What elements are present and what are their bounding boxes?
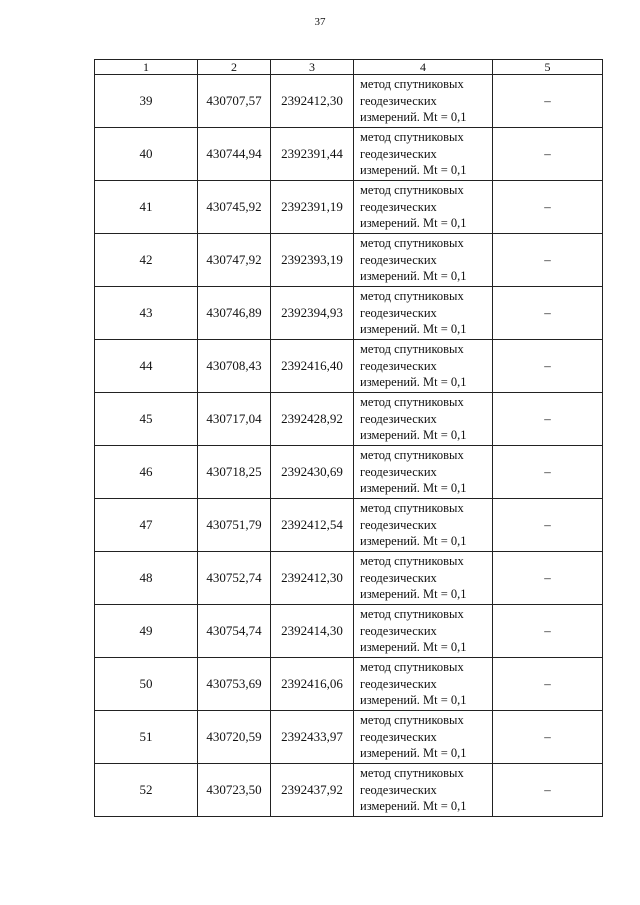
x-coordinate-cell: 430717,04 (198, 393, 271, 446)
method-line: измерений. Mt = 0,1 (360, 428, 467, 443)
method-line: измерений. Mt = 0,1 (360, 640, 467, 655)
method-line: метод спутниковых (360, 183, 464, 198)
point-number-cell: 42 (95, 234, 198, 287)
note-cell: – (493, 75, 603, 128)
note-cell: – (493, 764, 603, 817)
note-cell: – (493, 711, 603, 764)
method-cell (354, 446, 493, 499)
method-cell (354, 711, 493, 764)
y-coordinate-cell: 2392391,44 (271, 128, 354, 181)
point-number-cell: 50 (95, 658, 198, 711)
x-coordinate-cell: 430752,74 (198, 552, 271, 605)
method-cell (354, 393, 493, 446)
method-line: геодезических (360, 411, 437, 426)
note-cell: – (493, 340, 603, 393)
y-coordinate-cell: 2392437,92 (271, 764, 354, 817)
point-number-cell: 44 (95, 340, 198, 393)
note-cell: – (493, 446, 603, 499)
table-row (95, 446, 603, 499)
method-cell (354, 552, 493, 605)
method-line: измерений. Mt = 0,1 (360, 746, 467, 761)
method-line: измерений. Mt = 0,1 (360, 322, 467, 337)
y-coordinate-cell: 2392412,30 (271, 75, 354, 128)
y-coordinate-cell: 2392391,19 (271, 181, 354, 234)
header-cell-3: 3 (271, 60, 354, 75)
method-line: измерений. Mt = 0,1 (360, 481, 467, 496)
table-row (95, 764, 603, 817)
x-coordinate-cell: 430707,57 (198, 75, 271, 128)
method-line: метод спутниковых (360, 289, 464, 304)
method-line: геодезических (360, 305, 437, 320)
y-coordinate-cell: 2392428,92 (271, 393, 354, 446)
method-cell (354, 764, 493, 817)
x-coordinate-cell: 430718,25 (198, 446, 271, 499)
method-line: измерений. Mt = 0,1 (360, 587, 467, 602)
y-coordinate-cell: 2392430,69 (271, 446, 354, 499)
note-cell: – (493, 552, 603, 605)
table-row (95, 234, 603, 287)
table-row (95, 499, 603, 552)
method-line: метод спутниковых (360, 342, 464, 357)
note-cell: – (493, 393, 603, 446)
table-row (95, 128, 603, 181)
method-line: метод спутниковых (360, 607, 464, 622)
method-line: измерений. Mt = 0,1 (360, 110, 467, 125)
point-number-cell: 51 (95, 711, 198, 764)
method-line: измерений. Mt = 0,1 (360, 693, 467, 708)
note-cell: – (493, 128, 603, 181)
method-cell (354, 181, 493, 234)
point-number-cell: 49 (95, 605, 198, 658)
y-coordinate-cell: 2392412,54 (271, 499, 354, 552)
point-number-cell: 45 (95, 393, 198, 446)
x-coordinate-cell: 430754,74 (198, 605, 271, 658)
method-line: метод спутниковых (360, 130, 464, 145)
table-row (95, 658, 603, 711)
point-number-cell: 40 (95, 128, 198, 181)
note-cell: – (493, 234, 603, 287)
method-line: геодезических (360, 517, 437, 532)
x-coordinate-cell: 430744,94 (198, 128, 271, 181)
method-line: измерений. Mt = 0,1 (360, 375, 467, 390)
note-cell: – (493, 499, 603, 552)
method-cell (354, 658, 493, 711)
y-coordinate-cell: 2392416,40 (271, 340, 354, 393)
table-row (95, 393, 603, 446)
method-cell (354, 499, 493, 552)
table-row (95, 287, 603, 340)
point-number-cell: 52 (95, 764, 198, 817)
y-coordinate-cell: 2392412,30 (271, 552, 354, 605)
note-cell: – (493, 181, 603, 234)
method-line: метод спутниковых (360, 766, 464, 781)
header-cell-2: 2 (198, 60, 271, 75)
page-number: 37 (314, 16, 326, 28)
point-number-cell: 47 (95, 499, 198, 552)
note-cell: – (493, 605, 603, 658)
header-cell-4: 4 (354, 60, 493, 75)
note-cell: – (493, 287, 603, 340)
method-line: метод спутниковых (360, 448, 464, 463)
method-line: метод спутниковых (360, 713, 464, 728)
method-cell (354, 287, 493, 340)
table-row (95, 181, 603, 234)
x-coordinate-cell: 430747,92 (198, 234, 271, 287)
table-row (95, 605, 603, 658)
method-line: метод спутниковых (360, 554, 464, 569)
x-coordinate-cell: 430708,43 (198, 340, 271, 393)
method-line: геодезических (360, 358, 437, 373)
x-coordinate-cell: 430746,89 (198, 287, 271, 340)
method-line: метод спутниковых (360, 395, 464, 410)
y-coordinate-cell: 2392393,19 (271, 234, 354, 287)
table-header (95, 60, 603, 75)
header-cell-5: 5 (493, 60, 603, 75)
note-cell: – (493, 658, 603, 711)
table-row (95, 75, 603, 128)
method-line: метод спутниковых (360, 236, 464, 251)
point-number-cell: 46 (95, 446, 198, 499)
x-coordinate-cell: 430753,69 (198, 658, 271, 711)
x-coordinate-cell: 430745,92 (198, 181, 271, 234)
method-line: геодезических (360, 146, 437, 161)
method-line: геодезических (360, 782, 437, 797)
method-line: метод спутниковых (360, 660, 464, 675)
method-line: метод спутниковых (360, 501, 464, 516)
y-coordinate-cell: 2392394,93 (271, 287, 354, 340)
header-cell-1: 1 (95, 60, 198, 75)
method-cell (354, 234, 493, 287)
point-number-cell: 48 (95, 552, 198, 605)
method-line: геодезических (360, 570, 437, 585)
x-coordinate-cell: 430723,50 (198, 764, 271, 817)
x-coordinate-cell: 430751,79 (198, 499, 271, 552)
method-line: измерений. Mt = 0,1 (360, 216, 467, 231)
coordinates-table (94, 59, 603, 817)
method-line: геодезических (360, 623, 437, 638)
method-cell (354, 340, 493, 393)
method-cell (354, 75, 493, 128)
method-line: геодезических (360, 199, 437, 214)
method-line: измерений. Mt = 0,1 (360, 799, 467, 814)
method-line: измерений. Mt = 0,1 (360, 163, 467, 178)
method-cell (354, 605, 493, 658)
method-line: геодезических (360, 464, 437, 479)
method-line: измерений. Mt = 0,1 (360, 534, 467, 549)
table-row (95, 711, 603, 764)
table-row (95, 340, 603, 393)
method-line: геодезических (360, 93, 437, 108)
point-number-cell: 41 (95, 181, 198, 234)
y-coordinate-cell: 2392414,30 (271, 605, 354, 658)
method-line: измерений. Mt = 0,1 (360, 269, 467, 284)
y-coordinate-cell: 2392433,97 (271, 711, 354, 764)
y-coordinate-cell: 2392416,06 (271, 658, 354, 711)
point-number-cell: 39 (95, 75, 198, 128)
method-line: метод спутниковых (360, 77, 464, 92)
header-row (95, 60, 603, 75)
x-coordinate-cell: 430720,59 (198, 711, 271, 764)
method-line: геодезических (360, 729, 437, 744)
table-row (95, 552, 603, 605)
method-line: геодезических (360, 676, 437, 691)
method-line: геодезических (360, 252, 437, 267)
table-body (95, 75, 603, 817)
point-number-cell: 43 (95, 287, 198, 340)
method-cell (354, 128, 493, 181)
